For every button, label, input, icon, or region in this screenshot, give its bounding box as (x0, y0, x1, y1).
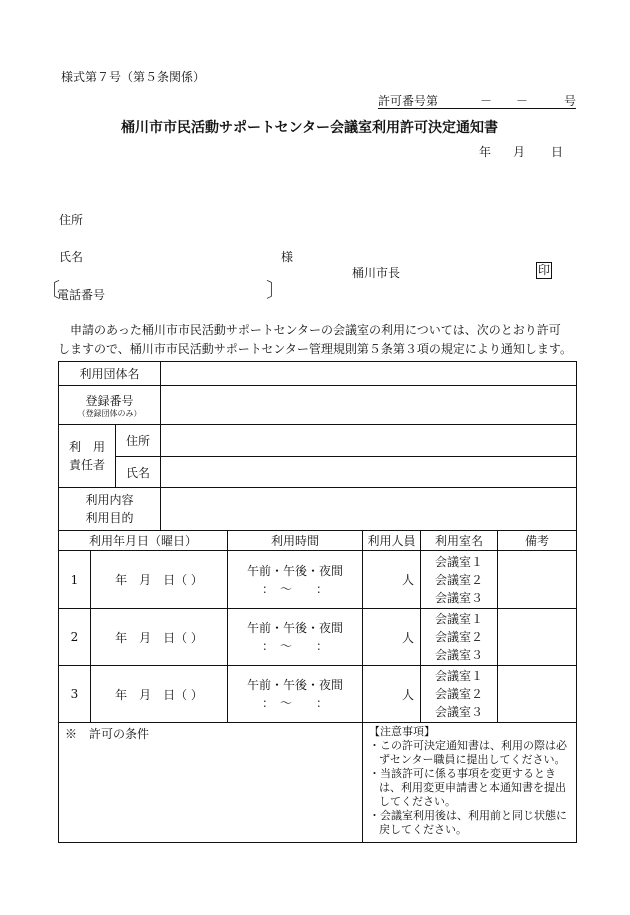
room-option: 会議室２ (435, 630, 484, 644)
form-number: 様式第７号（第５条関係） (61, 70, 206, 84)
row-date[interactable]: 年 月 日（ ） (91, 551, 228, 609)
address-label: 住所 (59, 213, 84, 227)
date-year: 年 (479, 145, 492, 159)
row-rooms[interactable] (421, 666, 498, 723)
date-day: 日 (551, 145, 564, 159)
row-number: 1 (59, 551, 91, 609)
row-time-period: 午前・午後・夜間 (247, 563, 344, 578)
room-option: 会議室２ (435, 572, 484, 587)
row-date[interactable]: 年 月 日（ ） (91, 666, 228, 723)
schedule-header-row (59, 531, 577, 551)
notice-line-1: 申請のあった桶川市市民活動サポートセンターの会議室の利用については、次のとおり許可 (58, 323, 561, 337)
note-item: ・会議室利用後は、利用前と同じ状態に戻してください。 (369, 809, 568, 836)
phone-label: 電話番号 (57, 288, 106, 302)
row-people[interactable]: 人 (363, 609, 421, 666)
name-label: 氏名 (59, 250, 84, 264)
purpose-field[interactable] (161, 488, 577, 531)
permit-table (58, 361, 577, 843)
row-remarks[interactable] (498, 609, 577, 666)
row-date[interactable]: 年 月 日（ ） (91, 609, 228, 666)
header-remarks: 備考 (498, 531, 577, 551)
group-name-label: 利用団体名 (59, 362, 161, 386)
manager-label-cell (59, 425, 116, 488)
date-month: 月 (513, 145, 526, 159)
manager-name-field[interactable] (161, 457, 577, 488)
registration-label: 登録番号 (85, 393, 134, 408)
row-time-range: ： ～ ： (262, 639, 329, 653)
room-option: 会議室３ (435, 648, 484, 662)
row-people[interactable]: 人 (363, 666, 421, 723)
row-time-range: ： ～ ： (262, 696, 329, 710)
header-people: 利用人員 (363, 531, 421, 551)
honorific: 様 (281, 250, 294, 264)
header-date: 利用年月日（曜日） (59, 531, 228, 551)
manager-address-field[interactable] (161, 425, 577, 457)
conditions-row (59, 723, 577, 843)
registration-note: （登録団体のみ） (77, 408, 142, 418)
row-time[interactable] (228, 666, 363, 723)
row-number: 3 (59, 666, 91, 723)
purpose-label-line-2: 利用目的 (85, 511, 134, 525)
row-people[interactable]: 人 (363, 551, 421, 609)
notes-cell (363, 723, 577, 843)
notice-paragraph (58, 321, 578, 359)
purpose-label-cell (59, 488, 161, 531)
room-option: 会議室３ (435, 705, 484, 719)
note-item: ・当該許可に係る事項を変更するときは、利用変更申請書と本通知書を提出してください。 (369, 767, 567, 808)
registration-label-cell (59, 386, 161, 425)
manager-label-line-1: 利 用 (68, 440, 105, 454)
notice-line-2: しますので、桶川市市民活動サポートセンター管理規則第５条第３項の規定により通知します。 (58, 342, 572, 356)
permit-prefix: 許可番号第 (378, 94, 439, 108)
schedule-row (59, 551, 577, 609)
group-name-row (59, 362, 577, 386)
row-rooms[interactable] (421, 551, 498, 609)
permit-sep-1: － (480, 94, 493, 108)
permit-number (378, 92, 576, 109)
room-option: 会議室１ (435, 554, 484, 569)
manager-address-label: 住所 (116, 425, 161, 457)
row-time[interactable] (228, 609, 363, 666)
row-rooms[interactable] (421, 609, 498, 666)
manager-name-row (59, 457, 577, 488)
room-option: 会議室２ (435, 687, 484, 701)
row-time-period: 午前・午後・夜間 (247, 621, 344, 635)
room-option: 会議室３ (435, 590, 484, 605)
bracket-left: 〔 (40, 278, 60, 302)
registration-field[interactable] (161, 386, 577, 425)
note-item: ・この許可決定通知書は、利用の際は必ずセンター職員に提出してください。 (369, 739, 568, 766)
manager-label-line-2: 責任者 (68, 458, 105, 472)
manager-address-row (59, 425, 577, 457)
bracket-right: 〕 (266, 278, 286, 302)
row-time-period: 午前・午後・夜間 (247, 678, 344, 692)
schedule-row (59, 609, 577, 666)
manager-name-label: 氏名 (116, 457, 161, 488)
purpose-row (59, 488, 577, 531)
conditions-label: ※ 許可の条件 (65, 727, 150, 741)
row-remarks[interactable] (498, 551, 577, 609)
group-name-field[interactable] (161, 362, 577, 386)
schedule-row (59, 666, 577, 723)
registration-row (59, 386, 577, 425)
room-option: 会議室１ (435, 669, 484, 683)
notes-title: 【注意事項】 (369, 725, 436, 738)
document-title: 桶川市市民活動サポートセンター会議室利用許可決定通知書 (121, 120, 499, 136)
purpose-label-line-1: 利用内容 (85, 493, 134, 507)
header-time: 利用時間 (228, 531, 363, 551)
permit-sep-2: － (516, 94, 529, 108)
row-time[interactable] (228, 551, 363, 609)
row-time-range: ： ～ ： (262, 581, 329, 596)
issuer: 桶川市長 (352, 266, 401, 280)
row-remarks[interactable] (498, 666, 577, 723)
row-number: 2 (59, 609, 91, 666)
permit-suffix: 号 (564, 94, 577, 108)
header-room: 利用室名 (421, 531, 498, 551)
conditions-cell[interactable] (59, 723, 363, 843)
seal-mark: 印 (538, 263, 551, 277)
room-option: 会議室１ (435, 612, 484, 626)
